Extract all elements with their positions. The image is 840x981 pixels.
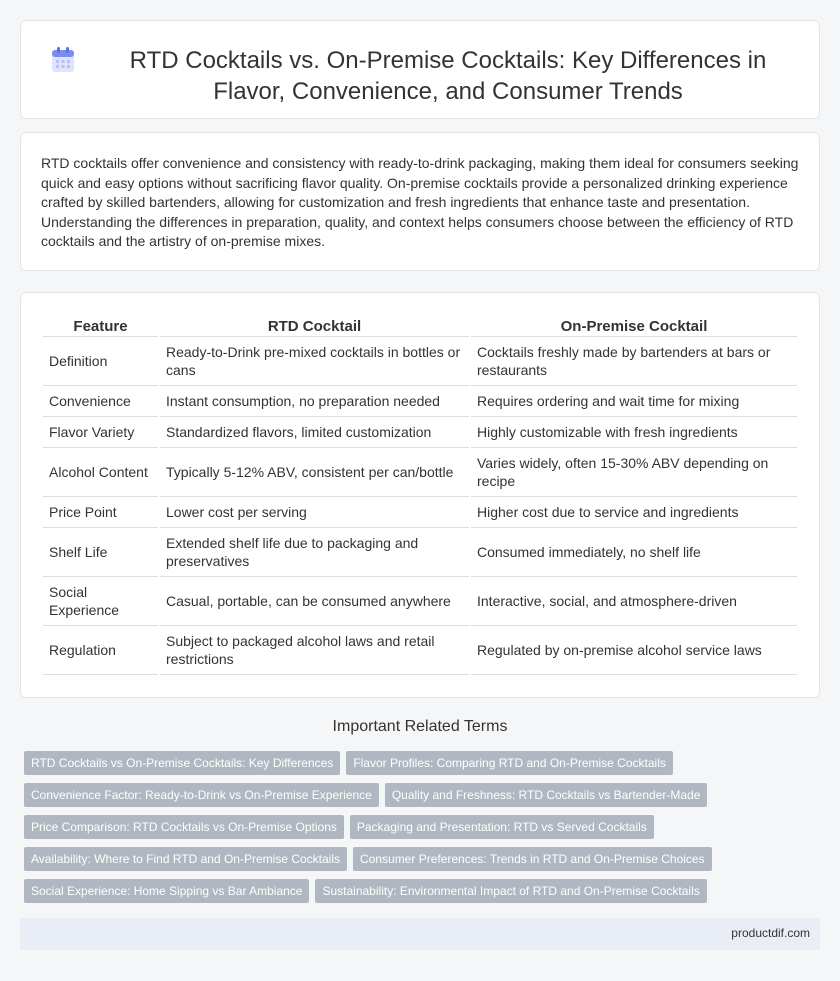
related-term-link[interactable]: Social Experience: Home Sipping vs Bar Ambiance [24, 879, 309, 903]
row-rtd: Ready-to-Drink pre-mixed cocktails in bottles or cans [160, 337, 469, 386]
table-row [43, 337, 797, 386]
row-feature: Social Experience [43, 577, 158, 626]
comparison-card [20, 292, 820, 698]
header-feature: Feature [43, 315, 158, 337]
row-rtd: Subject to packaged alcohol laws and retail restrictions [160, 626, 469, 675]
row-rtd: Instant consumption, no preparation needed [160, 386, 469, 417]
row-rtd: Standardized flavors, limited customization [160, 417, 469, 448]
tag-row [24, 847, 804, 879]
related-terms-list [24, 751, 804, 911]
related-term-link[interactable]: Availability: Where to Find RTD and On-Premise Cocktails [24, 847, 347, 871]
row-on-premise: Higher cost due to service and ingredients [471, 497, 797, 528]
related-term-link[interactable]: Convenience Factor: Ready-to-Drink vs On-Premise Experience [24, 783, 379, 807]
table-row [43, 626, 797, 675]
tag-row [24, 879, 804, 911]
footer [20, 918, 820, 950]
related-terms-title: Important Related Terms [332, 718, 508, 735]
related-term-link[interactable]: Flavor Profiles: Comparing RTD and On-Premise Cocktails [346, 751, 673, 775]
row-on-premise: Interactive, social, and atmosphere-driven [471, 577, 797, 626]
related-term-link[interactable]: Quality and Freshness: RTD Cocktails vs Bartender-Made [385, 783, 708, 807]
tag-row [24, 783, 804, 815]
footer-site-link[interactable]: productdif.com [731, 926, 810, 940]
intro-card [20, 132, 820, 271]
row-rtd: Lower cost per serving [160, 497, 469, 528]
related-term-link[interactable]: RTD Cocktails vs On-Premise Cocktails: Key Differences [24, 751, 340, 775]
row-on-premise: Cocktails freshly made by bartenders at bars or restaurants [471, 337, 797, 386]
row-feature: Flavor Variety [43, 417, 158, 448]
row-on-premise: Highly customizable with fresh ingredients [471, 417, 797, 448]
header-on-premise: On-Premise Cocktail [471, 315, 797, 337]
row-on-premise: Varies widely, often 15-30% ABV depending on recipe [471, 448, 797, 497]
table-row [43, 386, 797, 417]
row-feature: Shelf Life [43, 528, 158, 577]
row-feature: Price Point [43, 497, 158, 528]
table-row [43, 417, 797, 448]
table-row [43, 448, 797, 497]
row-rtd: Typically 5-12% ABV, consistent per can/bottle [160, 448, 469, 497]
title-card [20, 20, 820, 119]
row-feature: Regulation [43, 626, 158, 675]
intro-paragraph: RTD cocktails offer convenience and consistency with ready-to-drink packaging, making them ideal for consumers seeking quick and easy options without sacrificing flavor quality. On-premise cocktails provide a personalized drinking experience crafted by skilled bartenders, allowing for customization and fresh ingredients that enhance taste and presentation. Understanding the differences in preparation, quality, and context helps consumers choose between the efficiency of RTD cocktails and the artistry of on-premise mixes. [41, 155, 799, 249]
header-rtd: RTD Cocktail [160, 315, 469, 337]
tag-row [24, 751, 804, 783]
calendar-icon [51, 47, 75, 73]
related-term-link[interactable]: Packaging and Presentation: RTD vs Served Cocktails [350, 815, 654, 839]
related-term-link[interactable]: Price Comparison: RTD Cocktails vs On-Premise Options [24, 815, 344, 839]
tag-row [24, 815, 804, 847]
row-on-premise: Consumed immediately, no shelf life [471, 528, 797, 577]
table-row [43, 528, 797, 577]
related-term-link[interactable]: Consumer Preferences: Trends in RTD and On-Premise Choices [353, 847, 712, 871]
table-row [43, 577, 797, 626]
row-rtd: Extended shelf life due to packaging and preservatives [160, 528, 469, 577]
row-rtd: Casual, portable, can be consumed anywhere [160, 577, 469, 626]
table-row [43, 497, 797, 528]
row-on-premise: Requires ordering and wait time for mixing [471, 386, 797, 417]
page-title: RTD Cocktails vs. On-Premise Cocktails: Key Differences in Flavor, Convenience, and Consumer Trends [129, 47, 767, 105]
comparison-table [41, 315, 799, 675]
related-term-link[interactable]: Sustainability: Environmental Impact of RTD and On-Premise Cocktails [315, 879, 706, 903]
row-feature: Convenience [43, 386, 158, 417]
row-feature: Definition [43, 337, 158, 386]
row-feature: Alcohol Content [43, 448, 158, 497]
table-header-row [43, 315, 797, 337]
row-on-premise: Regulated by on-premise alcohol service laws [471, 626, 797, 675]
